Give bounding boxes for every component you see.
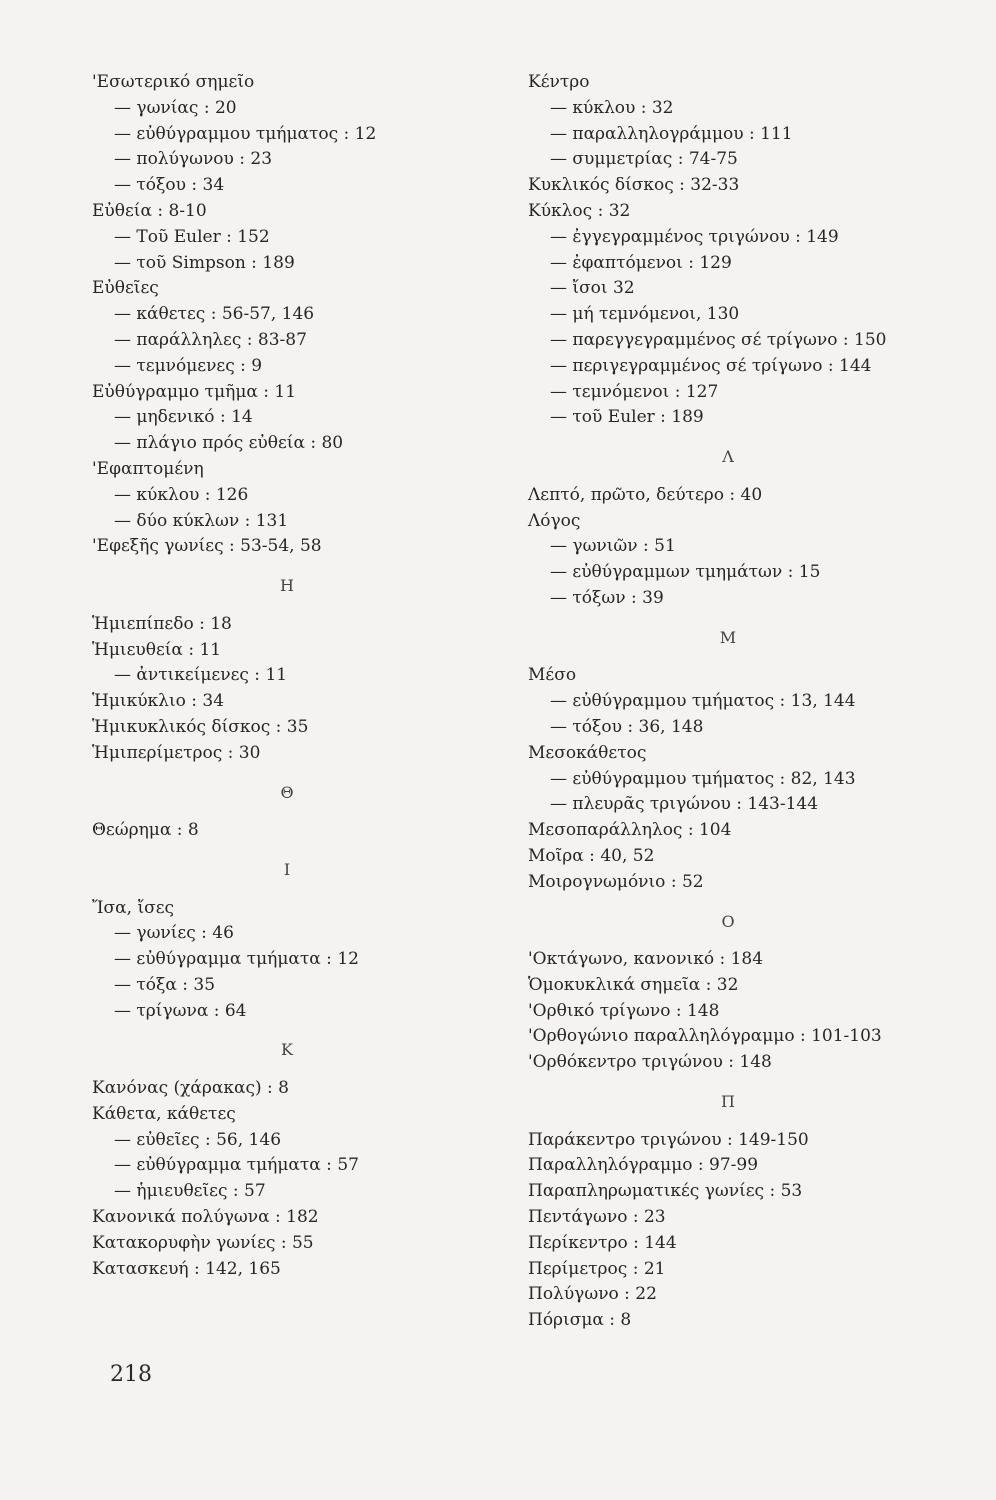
index-entry: Λόγος — [528, 510, 581, 531]
index-subentry: — κάθετες : 56-57, 146 — [114, 304, 315, 325]
index-entry: Περίκεντρο : 144 — [528, 1232, 677, 1253]
index-subentry: — τρίγωνα : 64 — [114, 1000, 247, 1021]
index-entry: Μοιρογνωμόνιο : 52 — [528, 871, 704, 892]
index-entry: 'Ορθογώνιο παραλληλόγραμμο : 101-103 — [528, 1026, 882, 1047]
index-entry: Μέσο — [528, 665, 577, 686]
index-subentry: — πλευρᾶς τριγώνου : 143-144 — [550, 794, 819, 815]
index-subentry: — γωνιῶν : 51 — [550, 536, 676, 557]
index-subentry: — εὐθύγραμμου τμήματος : 12 — [114, 123, 377, 144]
index-subentry: — εὐθύγραμμων τμημάτων : 15 — [550, 562, 821, 583]
section-letter-heading: Ο — [721, 911, 735, 931]
index-subentry: — παρεγγεγραμμένος σέ τρίγωνο : 150 — [550, 329, 887, 350]
index-subentry: — παραλληλογράμμου : 111 — [550, 123, 793, 144]
index-subentry: — μηδενικό : 14 — [114, 407, 253, 428]
page-number: 218 — [110, 1362, 152, 1387]
section-letter-heading: Θ — [280, 782, 294, 802]
index-subentry: — ἀντικείμενες : 11 — [114, 665, 288, 686]
index-subentry: — εὐθύγραμμα τμήματα : 57 — [114, 1155, 359, 1176]
index-subentry: — τόξα : 35 — [114, 974, 216, 995]
index-subentry: — ἐφαπτόμενοι : 129 — [550, 252, 732, 273]
index-entry: 'Ορθικό τρίγωνο : 148 — [528, 1000, 720, 1021]
index-entry: Ἡμικύκλιο : 34 — [92, 691, 225, 712]
index-entry: 'Εφεξῆς γωνίες : 53-54, 58 — [92, 536, 322, 557]
index-subentry: — τόξων : 39 — [550, 587, 664, 608]
section-letter-heading: Λ — [722, 447, 734, 467]
index-entry: Ἴσα, ἴσες — [92, 897, 175, 918]
index-entry: Κύκλος : 32 — [528, 200, 631, 221]
index-entry: Κάθετα, κάθετες — [92, 1103, 236, 1124]
index-entry: Εὐθύγραμμο τμῆμα : 11 — [92, 381, 297, 402]
index-entry: Πολύγωνο : 22 — [528, 1284, 657, 1305]
index-entry: Μεσοκάθετος — [528, 742, 647, 763]
index-entry: 'Οκτάγωνο, κανονικό : 184 — [528, 949, 764, 970]
section-letter-heading: Κ — [281, 1040, 293, 1060]
index-subentry: — τοῦ Simpson : 189 — [114, 252, 295, 273]
index-entry: Εὐθεία : 8-10 — [92, 200, 207, 221]
section-letter-heading: Η — [280, 576, 294, 596]
index-entry: 'Ορθόκεντρο τριγώνου : 148 — [528, 1052, 772, 1073]
index-subentry: — συμμετρίας : 74-75 — [550, 149, 738, 170]
index-subentry: — τόξου : 34 — [114, 175, 225, 196]
index-subentry: — τόξου : 36, 148 — [550, 716, 704, 737]
index-entry: Πόρισμα : 8 — [528, 1310, 632, 1331]
index-entry: Κατακορυφὴν γωνίες : 55 — [92, 1232, 314, 1253]
index-subentry: — παράλληλες : 83-87 — [114, 329, 307, 350]
index-entry: Παράκεντρο τριγώνου : 149-150 — [528, 1129, 809, 1150]
section-letter-heading: Π — [721, 1092, 735, 1112]
index-entry: Ὁμοκυκλικά σημεῖα : 32 — [528, 974, 739, 995]
index-left-column — [92, 70, 512, 1282]
index-entry: Κυκλικός δίσκος : 32-33 — [528, 175, 740, 196]
index-entry: Κατασκευή : 142, 165 — [92, 1258, 281, 1279]
section-letter-heading: Μ — [719, 627, 737, 647]
index-entry: Ἡμιευθεία : 11 — [92, 639, 222, 660]
index-entry: Εὐθεῖες — [92, 278, 159, 299]
index-subentry: — εὐθύγραμμα τμήματα : 12 — [114, 949, 359, 970]
index-subentry: — Τοῦ Euler : 152 — [114, 226, 270, 247]
index-entry: Παραπληρωματικές γωνίες : 53 — [528, 1181, 803, 1202]
index-right-column — [528, 70, 968, 1334]
section-letter-heading: Ι — [283, 859, 291, 879]
index-entry: Ἡμιπερίμετρος : 30 — [92, 742, 261, 763]
index-entry: Περίμετρος : 21 — [528, 1258, 666, 1279]
index-entry: Μοῖρα : 40, 52 — [528, 845, 655, 866]
index-subentry: — γωνίας : 20 — [114, 97, 237, 118]
index-entry: Κανόνας (χάρακας) : 8 — [92, 1078, 289, 1099]
index-subentry: — ἡμιευθεῖες : 57 — [114, 1181, 266, 1202]
index-entry: Πεντάγωνο : 23 — [528, 1207, 666, 1228]
index-entry: Θεώρημα : 8 — [92, 820, 199, 841]
index-entry: Κέντρο — [528, 72, 590, 92]
index-subentry: — ἐγγεγραμμένος τριγώνου : 149 — [550, 226, 839, 247]
index-entry: Ἡμικυκλικός δίσκος : 35 — [92, 716, 309, 737]
index-subentry: — τεμνόμενες : 9 — [114, 355, 263, 376]
index-entry: Λεπτό, πρῶτο, δεύτερο : 40 — [528, 484, 763, 505]
index-subentry: — περιγεγραμμένος σέ τρίγωνο : 144 — [550, 355, 872, 376]
index-subentry: — τεμνόμενοι : 127 — [550, 381, 719, 402]
index-subentry: — κύκλου : 32 — [550, 97, 674, 118]
index-entry: Κανονικά πολύγωνα : 182 — [92, 1207, 319, 1228]
index-subentry: — ἴσοι 32 — [550, 278, 635, 299]
index-subentry: — γωνίες : 46 — [114, 923, 234, 944]
index-subentry: — πολύγωνου : 23 — [114, 149, 273, 170]
index-entry: Μεσοπαράλληλος : 104 — [528, 820, 732, 841]
index-entry: Ἡμιεπίπεδο : 18 — [92, 613, 232, 634]
index-subentry: — τοῦ Euler : 189 — [550, 407, 704, 428]
index-subentry: — κύκλου : 126 — [114, 484, 249, 505]
index-subentry: — μή τεμνόμενοι, 130 — [550, 304, 740, 325]
index-subentry: — εὐθύγραμμου τμήματος : 13, 144 — [550, 691, 856, 712]
index-entry: Παραλληλόγραμμο : 97-99 — [528, 1155, 759, 1176]
index-subentry: — εὐθεῖες : 56, 146 — [114, 1129, 282, 1150]
index-entry: 'Εσωτερικό σημεῖο — [92, 72, 255, 92]
index-entry: 'Εφαπτομένη — [92, 458, 204, 479]
index-subentry: — εὐθύγραμμου τμήματος : 82, 143 — [550, 768, 856, 789]
index-subentry: — δύο κύκλων : 131 — [114, 510, 289, 531]
index-subentry: — πλάγιο πρός εὐθεία : 80 — [114, 433, 344, 454]
